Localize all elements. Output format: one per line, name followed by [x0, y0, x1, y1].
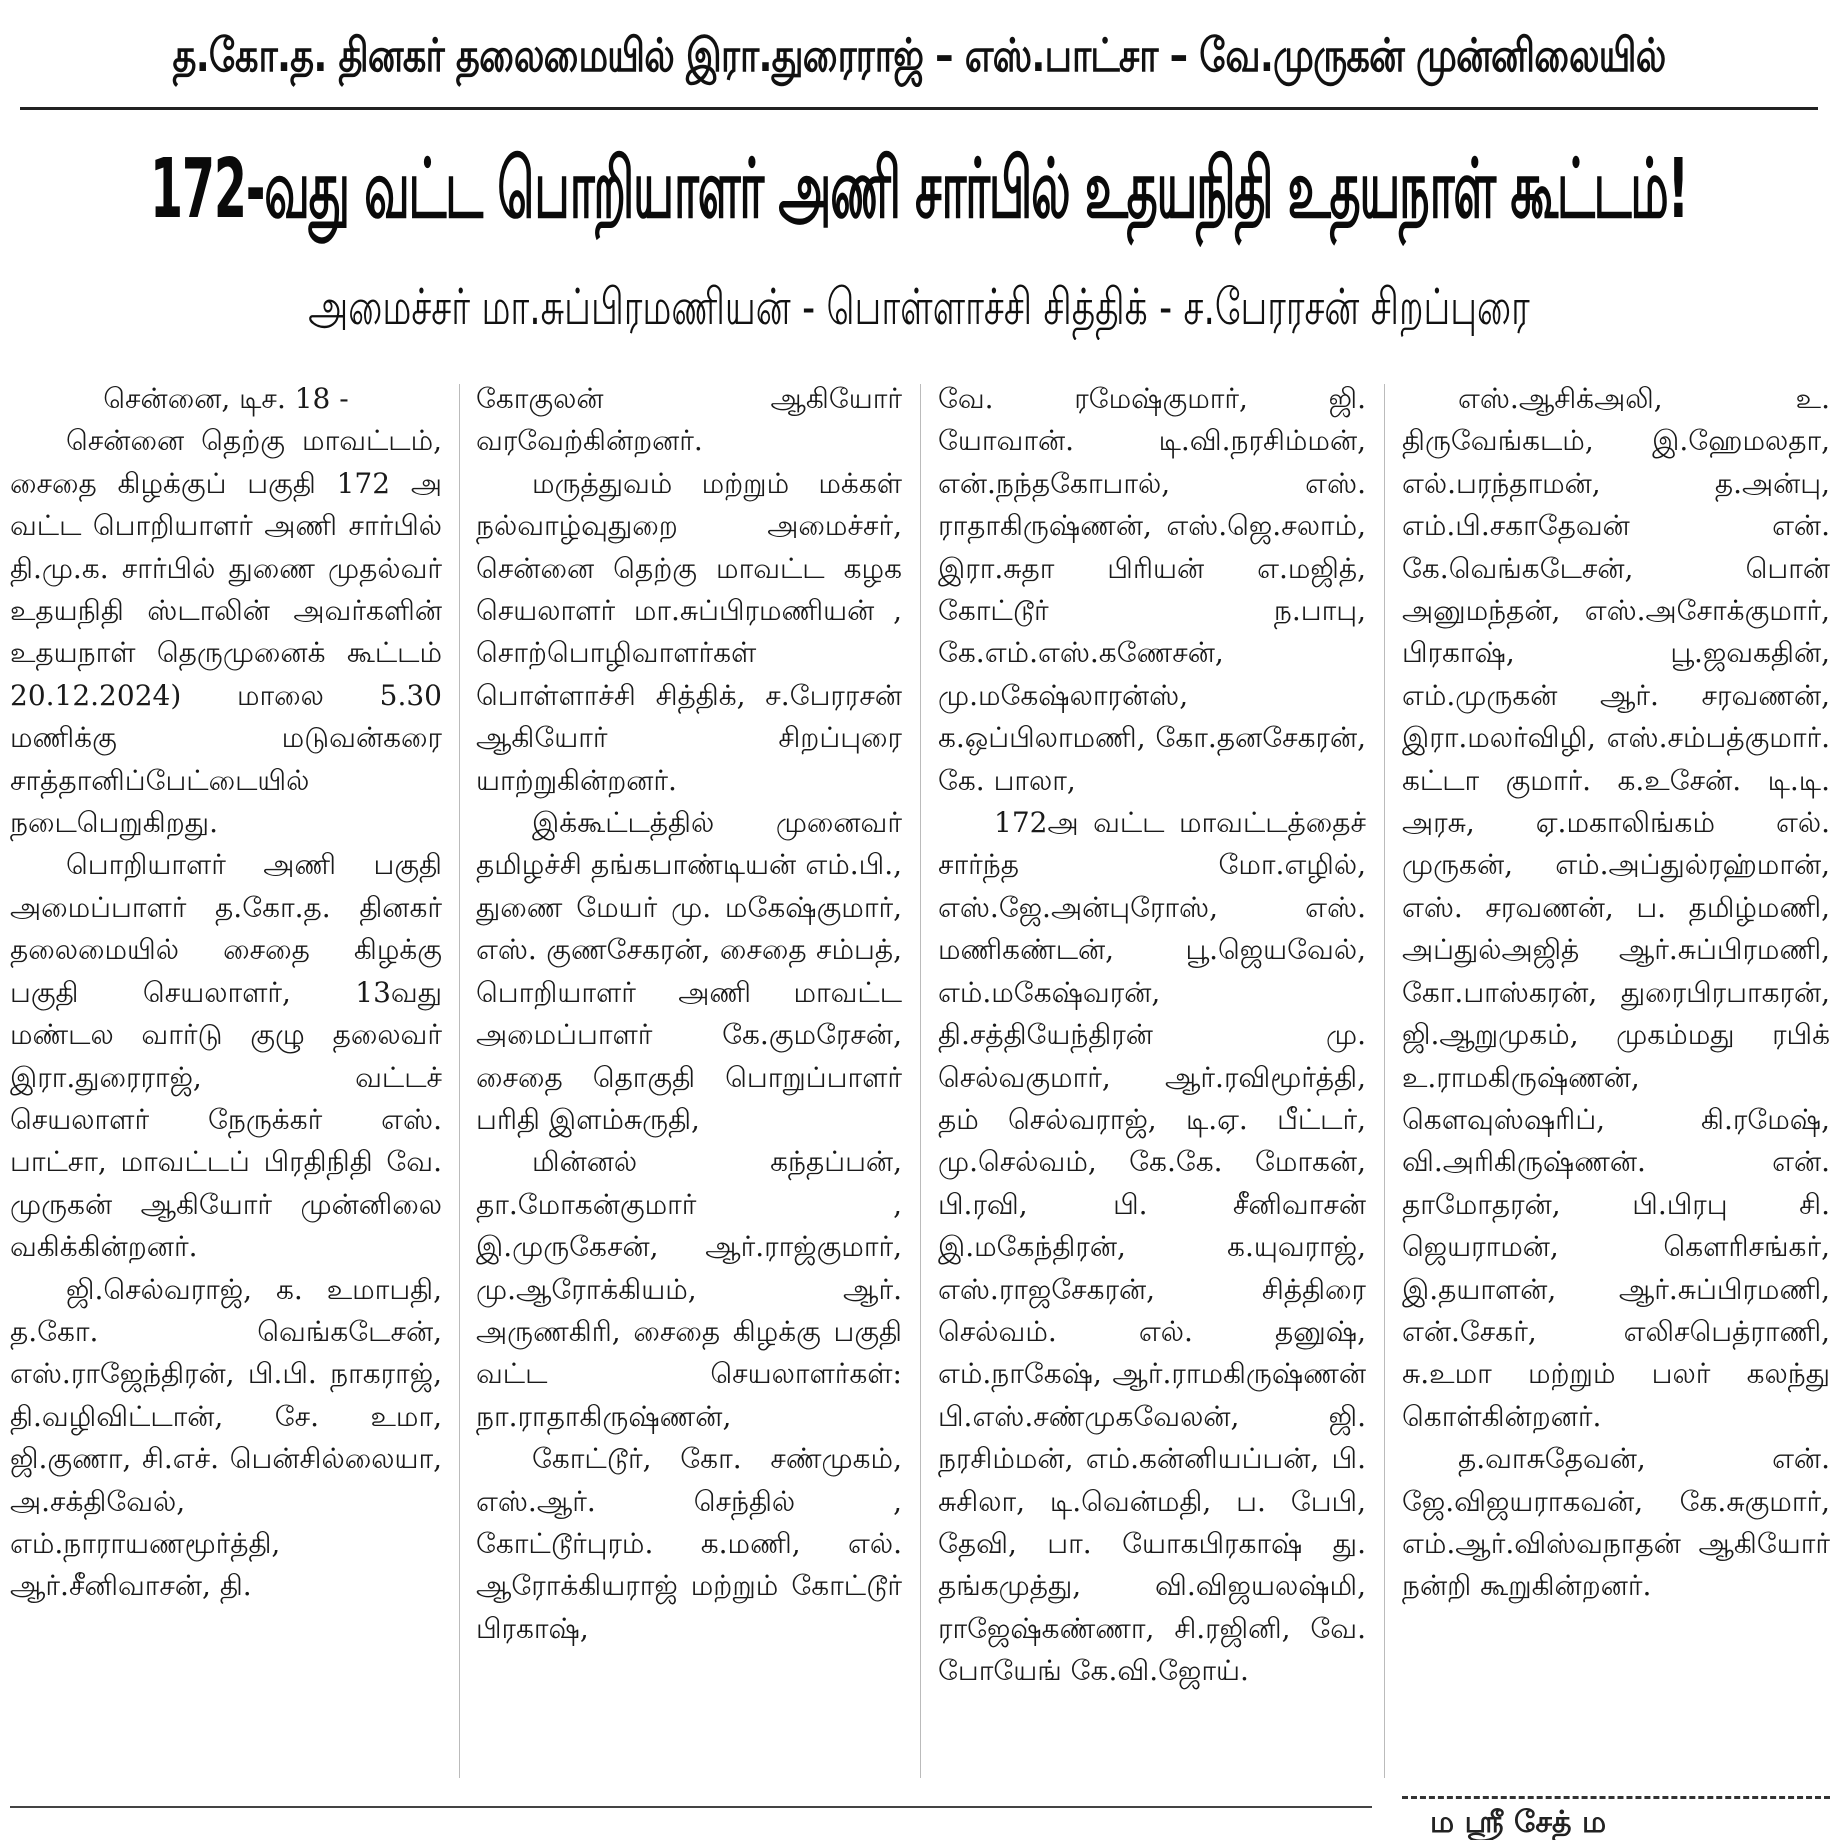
paragraph: எஸ்.ஆசிக்அலி, உ. திருவேங்கடம், இ.ஹேமலதா, எல்.பரந்தாமன், த.அன்பு, எம்.பி.சகாதேவன் என். கே.வெங்கடேசன், பொன் அனுமந்தன், எஸ்.அசோக்குமார், பிரகாஷ், பூ.ஜவகதின், எம்.முருகன் ஆர். சரவணன், இரா.மலர்விழி, எஸ்.சம்பத்குமார். கட்டா குமார். க.உசேன். டி.டி. அரசு, ஏ.மகாலிங்கம் எல். முருகன், எம்.அப்துல்ரஹ்மான், எஸ். சரவணன், ப. தமிழ்மணி, அப்துல்அஜித் ஆர்.சுப்பிரமணி, கோ.பாஸ்கரன், துரைபிரபாகரன், ஜி.ஆறுமுகம், முகம்மது ரபிக் உ.ராமகிருஷ்ணன், கௌவுஸ்ஷரிப், கி.ரமேஷ், வி.அரிகிருஷ்ணன். என். தாமோதரன், பி.பிரபு சி. ஜெயராமன், கௌரிசங்கர், இ.தயாளன், ஆர்.சுப்பிரமணி, என்.சேகர், எலிசபெத்ராணி, சு.உமா மற்றும் பலர் கலந்து கொள்கின்றனர். — [1402, 382, 1830, 1433]
column-divider — [1384, 384, 1385, 1778]
paragraph: பொறியாளர் அணி பகுதி அமைப்பாளர் த.கோ.த. தினகர் தலைமையில் சைதை கிழக்கு பகுதி செயலாளர், 13வது மண்டல வார்டு குழு தலைவர் இரா.துரைராஜ், வட்டச் செயலாளர் நேருக்கர் எஸ். பாட்சா, மாவட்டப் பிரதிநிதி வே. முருகன் ஆகியோர் முன்னிலை வகிக்கின்றனர். — [10, 848, 442, 1264]
bottom-dashed-rule — [1402, 1796, 1830, 1799]
paragraph: சென்னை தெற்கு மாவட்டம், சைதை கிழக்குப் பகுதி 172 அ வட்ட பொறியாளர் அணி சார்பில் தி.மு.க. சார்பில் துணை முதல்வர் உதயநிதி ஸ்டாலின் அவர்களின் உதயநாள் தெருமுனைக் கூட்டம் 20.12.2024) மாலை 5.30 மணிக்கு மடுவன்கரை சாத்தானிப்பேட்டையில் நடைபெறுகிறது. — [10, 424, 442, 840]
article-body — [0, 378, 1838, 1788]
article-column-4 — [1402, 378, 1830, 1778]
article-column-3 — [938, 378, 1366, 1778]
kicker-rule — [20, 107, 1818, 110]
kicker-line: த.கோ.த. தினகர் தலைமையில் இரா.துரைராஜ் – எஸ்.பாட்சா – வே.முருகன் முன்னிலையில் — [172, 27, 1666, 82]
bottom-rule — [10, 1806, 1372, 1808]
paragraph: ஜி.செல்வராஜ், க. உமாபதி, த.கோ. வெங்கடேசன், எஸ்.ராஜேந்திரன், பி.பி. நாகராஜ், தி.வழிவிட்டான், சே. உமா, ஜி.குணா, சி.எச். பென்சில்லையா, அ.சக்திவேல், எம்.நாராயணமூர்த்தி, ஆர்.சீனிவாசன், தி. — [10, 1272, 442, 1603]
dateline: சென்னை, டிச. 18 - — [103, 382, 349, 415]
subheadline: அமைச்சர் மா.சுப்பிரமணியன் - பொள்ளாச்சி சித்திக் - ச.பேரரசன் சிறப்புரை — [308, 277, 1530, 336]
paragraph: கோட்டூர், கோ. சண்முகம், எஸ்.ஆர். செந்தில் , கோட்டூர்புரம். க.மணி, எல். ஆரோக்கியராஜ் மற்றும் கோட்டூர் பிரகாஷ், — [476, 1442, 902, 1645]
paragraph: த.வாசுதேவன், என். ஜே.விஜயராகவன், கே.சுகுமார், எம்.ஆர்.விஸ்வநாதன் ஆகியோர் நன்றி கூறுகின்றனர். — [1402, 1442, 1830, 1603]
headline: 172-வது வட்ட பொறியாளர் அணி சார்பில் உதயநிதி உதயநாள் கூட்டம்! — [149, 142, 1689, 237]
article-column-1 — [10, 378, 442, 1778]
paragraph: மருத்துவம் மற்றும் மக்கள் நல்வாழ்வுதுறை அமைச்சர், சென்னை தெற்கு மாவட்ட கழக செயலாளர் மா.சுப்பிரமணியன் , சொற்பொழிவாளர்கள் பொள்ளாச்சி சித்திக், ச.பேரரசன் ஆகியோர் சிறப்புரை யாற்றுகின்றனர். — [476, 466, 902, 797]
paragraph: கோகுலன் ஆகியோர் வரவேற்கின்றனர். — [476, 382, 902, 458]
paragraph: இக்கூட்டத்தில் முனைவர் தமிழச்சி தங்கபாண்டியன் எம்.பி., துணை மேயர் மு. மகேஷ்குமார், எஸ். குணசேகரன், சைதை சம்பத், பொறியாளர் அணி மாவட்ட அமைப்பாளர் கே.குமரேசன், சைதை தொகுதி பொறுப்பாளர் பரிதி இளம்சுருதி, — [476, 806, 902, 1136]
paragraph: மின்னல் கந்தப்பன், தா.மோகன்குமார் , இ.முருகேசன், ஆர்.ராஜ்குமார், மு.ஆரோக்கியம், ஆர். அருணகிரி, சைதை கிழக்கு பகுதி வட்ட செயலாளர்கள்: நா.ராதாகிருஷ்ணன், — [476, 1145, 902, 1433]
paragraph: வே. ரமேஷ்குமார், ஜி. யோவான். டி.வி.நரசிம்மன், என்.நந்தகோபால், எஸ். ராதாகிருஷ்ணன், எஸ்.ஜெ.சலாம், இரா.சுதா பிரியன் எ.மஜித், கோட்டூர் ந.பாபு, கே.எம்.எஸ்.கணேசன், மு.மகேஷ்லாரன்ஸ், க.ஒப்பிலாமணி, கோ.தனசேகரன், கே. பாலா, — [938, 382, 1366, 797]
next-article-fragment: ம ஸ்ரீ சேத் ம — [1430, 1805, 1607, 1840]
article-column-2 — [476, 378, 902, 1778]
column-divider — [920, 384, 921, 1778]
column-divider — [459, 384, 460, 1778]
paragraph: 172அ வட்ட மாவட்டத்தைச் சார்ந்த மோ.எழில், எஸ்.ஜே.அன்புரோஸ், எஸ். மணிகண்டன், பூ.ஜெயவேல், எம்.மகேஷ்வரன், தி.சத்தியேந்திரன் மு. செல்வகுமார், ஆர்.ரவிமூர்த்தி, தம் செல்வராஜ், டி.ஏ. பீட்டர், மு.செல்வம், கே.கே. மோகன், பி.ரவி, பி. சீனிவாசன் இ.மகேந்திரன், க.யுவராஜ், எஸ்.ராஜசேகரன், சித்திரை செல்வம். எல். தனுஷ், எம்.நாகேஷ், ஆர்.ராமகிருஷ்ணன் பி.எஸ்.சண்முகவேலன், ஜி. நரசிம்மன், எம்.கன்னியப்பன், பி. சுசிலா, டி.வென்மதி, ப. பேபி, தேவி, பா. யோகபிரகாஷ் து. தங்கமுத்து, வி.விஜயலஷ்மி, ராஜேஷ்கண்ணா, சி.ரஜினி, வே. போயேங் கே.வி.ஜோய். — [938, 806, 1366, 1688]
